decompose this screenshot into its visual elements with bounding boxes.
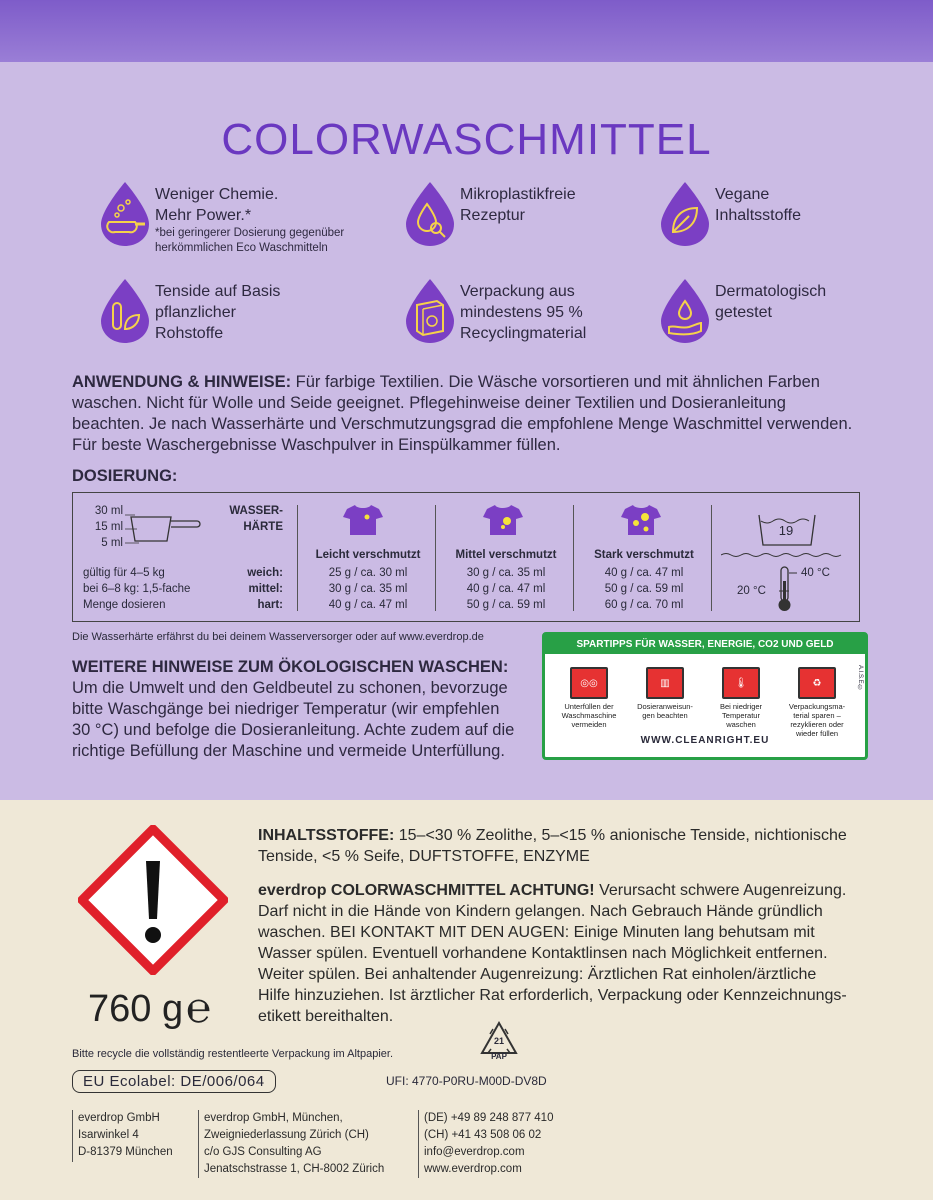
feature-line: Mehr Power.* bbox=[155, 207, 252, 224]
page-title: COLORWASCHMITTEL bbox=[221, 115, 712, 164]
thermometer-icon: 🌡 bbox=[722, 667, 760, 699]
recycle-label: PAP bbox=[491, 1052, 507, 1061]
recycled-box-icon bbox=[400, 275, 460, 345]
dose-value: 25 g / ca. 30 ml bbox=[328, 567, 408, 579]
dose-value: 40 g / ca. 47 ml bbox=[328, 599, 408, 611]
tip-text: Temperatur bbox=[722, 711, 760, 720]
divider bbox=[72, 1110, 73, 1162]
warning-text: etikett bereithalten. bbox=[258, 1008, 394, 1025]
footer-line: everdrop GmbH bbox=[78, 1112, 160, 1124]
tip-text: Verpackungsma- bbox=[788, 702, 846, 711]
feature-line: Recyclingmaterial bbox=[460, 325, 587, 342]
usage-text: Für beste Waschergebnisse Waschpulver in Einspülkammer füllen. bbox=[72, 436, 561, 454]
footer-address-ch bbox=[204, 1110, 384, 1178]
footer-line: c/o GJS Consulting AG bbox=[204, 1146, 322, 1158]
feature-line: Mikroplastikfreie bbox=[460, 186, 576, 203]
eco-text: bitte Waschgänge bei niedriger Temperatur (wir empfehlen bbox=[72, 700, 500, 718]
tshirt-heavy-stain-icon bbox=[621, 503, 661, 537]
eco-section bbox=[72, 657, 542, 762]
dose-value: 30 g / ca. 35 ml bbox=[466, 567, 546, 579]
tip-text: gen beachten bbox=[642, 711, 688, 720]
divider bbox=[297, 505, 298, 611]
hardness-label: mittel: bbox=[248, 583, 283, 595]
tip-text: waschen bbox=[726, 720, 756, 729]
warning-text: waschen. BEI KONTAKT MIT DEN AUGEN: Einige Minuten lang behutsam mit bbox=[258, 924, 815, 941]
cup-labels bbox=[83, 503, 123, 551]
footer-line: (DE) +49 89 248 877 410 bbox=[424, 1112, 554, 1124]
column-label: Leicht verschmutzt bbox=[315, 549, 421, 561]
warning-text: Weiter spülen. Bei anhaltender Augenreizung: Ärztlichen Rat einholen/ärztliche bbox=[258, 966, 817, 983]
footer-line: Zweigniederlassung Zürich (CH) bbox=[204, 1129, 369, 1141]
hardness-label: hart: bbox=[257, 599, 283, 611]
wash-temperature-icon bbox=[721, 501, 851, 617]
warning-text: Hilfe hinzuziehen. Ist ärztlicher Rat erforderlich, Verpackung oder Kennzeichnungs- bbox=[258, 987, 847, 1004]
detergent-scoop-icon bbox=[95, 178, 155, 248]
ufi-code: UFI: 4770-P0RU-M00D-DV8D bbox=[386, 1074, 547, 1088]
ecolabel-box: EU Ecolabel: DE/006/064 bbox=[72, 1070, 276, 1093]
warning-text: Verursacht schwere Augenreizung. bbox=[599, 882, 847, 899]
usage-text: beachten. Je nach Wasserhärte und Verschmutzungsgrad die empfohlene Menge Waschmittel verwenden. bbox=[72, 415, 853, 433]
divider bbox=[198, 1110, 199, 1178]
validity-line: bei 6–8 kg: 1,5-fache bbox=[83, 583, 191, 595]
column-label: Mittel verschmutzt bbox=[455, 549, 557, 561]
footer-line: D-81379 München bbox=[78, 1146, 173, 1158]
feature-note: *bei geringerer Dosierung gegenüber bbox=[155, 227, 345, 239]
warning-text: Darf nicht in die Hände von Kindern gelangen. Nach Gebrauch Hände gründlich bbox=[258, 903, 823, 920]
ingredients-text: Tenside, <5 % Seife, DUFTSTOFFE, ENZYME bbox=[258, 848, 590, 865]
dosing-instructions-icon: ▥ bbox=[646, 667, 684, 699]
dose-value: 60 g / ca. 70 ml bbox=[604, 599, 684, 611]
estimated-sign: ℮ bbox=[186, 984, 212, 1031]
net-weight: 760 g bbox=[88, 988, 184, 1030]
feature-vegan bbox=[655, 178, 925, 258]
leaf-icon bbox=[655, 178, 715, 248]
cleanright-url: WWW.CLEANRIGHT.EU bbox=[640, 735, 770, 746]
dose-values bbox=[579, 565, 709, 613]
cup-label: 30 ml bbox=[94, 505, 123, 517]
water-hardness-heading bbox=[223, 503, 283, 535]
usage-heading: ANWENDUNG & HINWEISE: bbox=[72, 373, 292, 391]
footer-contact bbox=[424, 1110, 553, 1178]
feature-line: getestet bbox=[715, 304, 772, 321]
tshirt-medium-stain-icon bbox=[483, 503, 523, 537]
usage-section bbox=[72, 372, 872, 456]
column-label: Stark verschmutzt bbox=[594, 549, 694, 561]
washing-machine-icon: ◎◎ bbox=[570, 667, 608, 699]
hand-drop-icon bbox=[655, 275, 715, 345]
divider bbox=[573, 505, 574, 611]
temp-min: 20 °C bbox=[737, 585, 766, 597]
feature-line: Weniger Chemie. bbox=[155, 186, 279, 203]
tip-item bbox=[711, 667, 771, 729]
saving-tips-header: SPARTIPPS FÜR WASSER, ENERGIE, CO2 UND GELD bbox=[545, 635, 865, 654]
divider bbox=[418, 1110, 419, 1178]
water-hardness-line: HÄRTE bbox=[243, 521, 283, 533]
eco-text: richtige Befüllung der Maschine und vermeide Unterfüllung. bbox=[72, 742, 505, 760]
ingredients-heading: INHALTSSTOFFE: bbox=[258, 827, 395, 844]
feature-line: Rohstoffe bbox=[155, 325, 224, 342]
dose-value: 40 g / ca. 47 ml bbox=[604, 567, 684, 579]
feature-line: Tenside auf Basis bbox=[155, 283, 281, 300]
eco-text: 30 °C) und befolge die Dosieranleitung. Achte zudem auf die bbox=[72, 721, 515, 739]
tip-item bbox=[787, 667, 847, 738]
validity-line: Menge dosieren bbox=[83, 599, 166, 611]
feature-line: Dermatologisch bbox=[715, 283, 827, 300]
feature-note: herkömmlichen Eco Waschmitteln bbox=[155, 242, 328, 254]
feature-dermatologically-tested bbox=[655, 275, 925, 355]
footer-line: everdrop GmbH, München, bbox=[204, 1112, 343, 1124]
recycle-note: Bitte recycle die vollständig restentleerte Verpackung im Altpapier. bbox=[72, 1048, 394, 1060]
recycle-code: 21 bbox=[493, 1036, 504, 1046]
dosing-table bbox=[72, 492, 860, 622]
plant-flask-icon bbox=[95, 275, 155, 345]
dose-value: 50 g / ca. 59 ml bbox=[466, 599, 546, 611]
tip-text: vermeiden bbox=[571, 720, 607, 729]
tip-text: Waschmaschine bbox=[561, 711, 617, 720]
feature-microplastic-free bbox=[400, 178, 670, 258]
tip-text: Bei niedriger bbox=[719, 702, 763, 711]
dose-values bbox=[303, 565, 433, 613]
validity-line: gültig für 4–5 kg bbox=[83, 567, 165, 579]
dose-value: 50 g / ca. 59 ml bbox=[604, 583, 684, 595]
feature-line: Vegane bbox=[715, 186, 770, 203]
footer-line: Isarwinkel 4 bbox=[78, 1129, 139, 1141]
feature-plant-tensides bbox=[95, 275, 365, 355]
feature-line: mindestens 95 % bbox=[460, 304, 583, 321]
footer-line: info@everdrop.com bbox=[424, 1146, 525, 1158]
ingredients-text: 15–<30 % Zeolithe, 5–<15 % anionische Tenside, nichtionische bbox=[398, 827, 847, 844]
temp-max: 40 °C bbox=[801, 567, 830, 579]
dose-value: 40 g / ca. 47 ml bbox=[466, 583, 546, 595]
divider bbox=[711, 505, 712, 611]
feature-line: Inhaltsstoffe bbox=[715, 207, 801, 224]
aise-mark: A.I.S.E.© bbox=[857, 665, 863, 692]
feature-less-chemicals bbox=[95, 178, 365, 258]
footer-address-de bbox=[78, 1110, 173, 1161]
footer-line: Jenatschstrasse 1, CH-8002 Zürich bbox=[204, 1163, 385, 1175]
warning-text: Wasser spülen. Eventuell vorhandene Kontaktlinsen nach Möglichkeit entfernen. bbox=[258, 945, 828, 962]
usage-text: waschen. Nicht für Wolle und Seide geeignet. Pflegehinweise deiner Textilien und Dosieranleitung bbox=[72, 394, 786, 412]
top-strip bbox=[0, 0, 933, 62]
warning-section bbox=[258, 880, 862, 1027]
hazard-exclamation-icon bbox=[78, 825, 228, 975]
validity-note bbox=[83, 565, 190, 613]
tip-item bbox=[635, 667, 695, 720]
warning-heading: everdrop COLORWASCHMITTEL ACHTUNG! bbox=[258, 882, 595, 899]
dosing-heading: DOSIERUNG: bbox=[72, 467, 178, 485]
dose-value: 30 g / ca. 35 ml bbox=[328, 583, 408, 595]
recycle-packaging-icon: ♻ bbox=[798, 667, 836, 699]
hardness-labels bbox=[223, 565, 283, 613]
tip-text: Dosieranweisun- bbox=[637, 702, 693, 711]
water-hardness-note: Die Wasserhärte erfährst du bei deinem Wasserversorger oder auf www.everdrop.de bbox=[72, 631, 484, 643]
divider bbox=[435, 505, 436, 611]
hardness-label: weich: bbox=[247, 567, 283, 579]
temp-box-number: 19 bbox=[778, 523, 794, 538]
eco-text: Um die Umwelt und den Geldbeutel zu schonen, bevorzuge bbox=[72, 679, 508, 697]
footer-line: (CH) +41 43 508 06 02 bbox=[424, 1129, 542, 1141]
tip-text: rezyklieren oder wieder füllen bbox=[790, 720, 844, 738]
tip-item bbox=[559, 667, 619, 729]
tip-text: terial sparen – bbox=[793, 711, 841, 720]
ingredients-section bbox=[258, 825, 862, 867]
tip-text: Unterfüllen der bbox=[564, 702, 614, 711]
feature-line: Verpackung aus bbox=[460, 283, 575, 300]
feature-line: Rezeptur bbox=[460, 207, 525, 224]
dose-values bbox=[441, 565, 571, 613]
saving-tips-box bbox=[542, 632, 868, 760]
measuring-cup-icon bbox=[125, 507, 205, 549]
water-hardness-line: WASSER- bbox=[229, 505, 283, 517]
tshirt-light-stain-icon bbox=[343, 503, 383, 537]
microplastic-free-icon bbox=[400, 178, 460, 248]
feature-recycled-packaging bbox=[400, 275, 670, 355]
footer-line: www.everdrop.com bbox=[424, 1163, 522, 1175]
usage-text: Für farbige Textilien. Die Wäsche vorsortieren und mit ähnlichen Farben bbox=[295, 373, 820, 391]
cup-label: 15 ml bbox=[94, 521, 123, 533]
eco-heading: WEITERE HINWEISE ZUM ÖKOLOGISCHEN WASCHEN: bbox=[72, 658, 509, 676]
feature-line: pflanzlicher bbox=[155, 304, 236, 321]
cup-label: 5 ml bbox=[101, 537, 123, 549]
